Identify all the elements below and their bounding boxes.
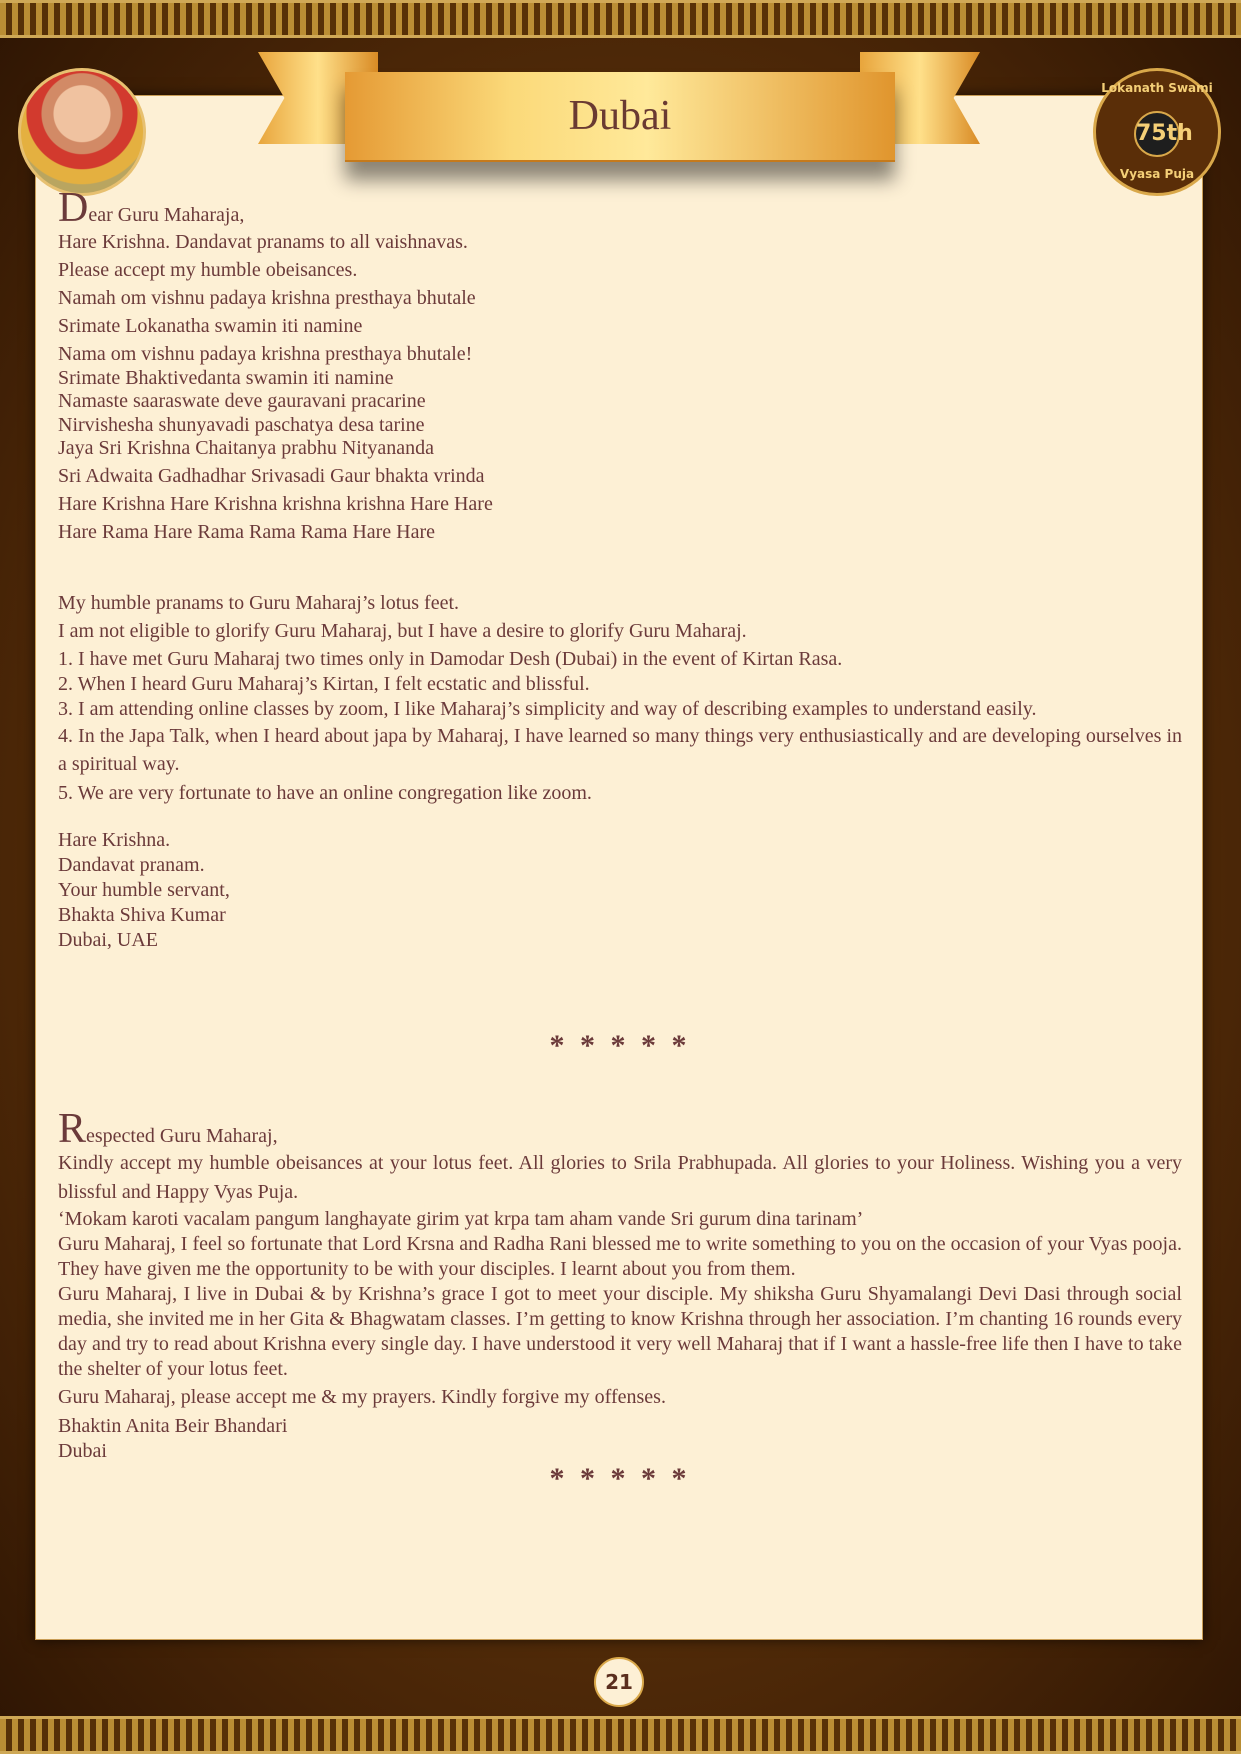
prayer-line: Please accept my humble obeisances. — [58, 259, 358, 281]
prayer-line: Nama om vishnu padaya krishna presthaya bhutale! — [58, 343, 473, 365]
vyasa-puja-logo — [1093, 68, 1221, 196]
bottom-decorative-border — [0, 1716, 1241, 1754]
top-decorative-border — [0, 0, 1241, 38]
letter2-body — [58, 1149, 1182, 1410]
letter2-salutation — [58, 1106, 1182, 1152]
page-content — [58, 185, 1182, 1495]
salutation-text: ear Guru Maharaja, — [88, 204, 245, 226]
prayer-line: Hare Rama Hare Rama Rama Rama Hare Hare — [58, 521, 436, 543]
drop-cap: R — [58, 1106, 87, 1152]
body-paragraph: 2. When I heard Guru Maharaj’s Kirtan, I felt ecstatic and blissful. — [58, 673, 590, 695]
prayer-line: Sri Adwaita Gadhadhar Srivasadi Gaur bhakta vrinda — [58, 465, 485, 487]
logo-number: 75th — [1134, 111, 1180, 157]
prayer-line: Namaste saaraswate deve gauravani pracarine — [58, 390, 426, 412]
body-paragraph: 4. In the Japa Talk, when I heard about japa by Maharaj, I have learned so many things very enthusiastically and are developing ourselves in a spiritual way. — [58, 725, 1182, 775]
page-number: 21 — [594, 1657, 644, 1707]
logo-top-text: Lokanath Swami — [1101, 81, 1213, 95]
closing-line: Dubai, UAE — [58, 929, 158, 951]
body-paragraph: 3. I am attending online classes by zoom, I like Maharaj’s simplicity and way of describing examples to understand easily. — [58, 698, 1037, 720]
closing-line: Your humble servant, — [58, 879, 230, 901]
closing-line: Dubai — [58, 1440, 107, 1462]
closing-line: Bhaktin Anita Beir Bhandari — [58, 1415, 288, 1437]
section-separator: * * * * * — [549, 1462, 691, 1495]
letter1-prayers — [58, 230, 1182, 545]
section-separator: * * * * * — [549, 1029, 691, 1062]
page-title: Dubai — [568, 93, 672, 139]
prayer-line: Nirvishesha shunyavadi paschatya desa tarine — [58, 414, 425, 436]
letter1-salutation — [58, 185, 1182, 231]
body-paragraph: 1. I have met Guru Maharaj two times only in Damodar Desh (Dubai) in the event of Kirtan Rasa. — [58, 648, 843, 670]
body-paragraph: 5. We are very fortunate to have an online congregation like zoom. — [58, 782, 592, 804]
prayer-line: Srimate Lokanatha swamin iti namine — [58, 315, 363, 337]
title-ribbon — [345, 72, 895, 162]
body-paragraph: Kindly accept my humble obeisances at your lotus feet. All glories to Srila Prabhupada. All glories to your Holiness. Wishing you a very blissful and Happy Vyas Puja. — [58, 1152, 1182, 1203]
logo-bottom-text: Vyasa Puja — [1119, 167, 1195, 181]
letter2-closing — [58, 1414, 1182, 1464]
body-paragraph: ‘Mokam karoti vacalam pangum langhayate girim yat krpa tam aham vande Sri gurum dina tarinam’ — [58, 1208, 864, 1230]
body-paragraph: My humble pranams to Guru Maharaj’s lotus feet. — [58, 592, 460, 614]
prayer-line: Hare Krishna. Dandavat pranams to all vaishnavas. — [58, 231, 468, 253]
body-paragraph: I am not eligible to glorify Guru Maharaj, but I have a desire to glorify Guru Maharaj. — [58, 620, 747, 642]
salutation-text: espected Guru Maharaj, — [86, 1125, 278, 1147]
prayer-line: Namah om vishnu padaya krishna presthaya bhutale — [58, 287, 476, 309]
guru-photo — [18, 68, 146, 196]
letter1-body — [58, 591, 1182, 806]
prayer-line: Hare Krishna Hare Krishna krishna krishna Hare Hare — [58, 493, 493, 515]
prayer-line: Jaya Sri Krishna Chaitanya prabhu Nityananda — [58, 437, 435, 459]
closing-line: Bhakta Shiva Kumar — [58, 904, 226, 926]
drop-cap: D — [58, 185, 89, 231]
letter1-closing — [58, 828, 1182, 953]
body-paragraph: Guru Maharaj, I live in Dubai & by Krishna’s grace I got to meet your disciple. My shiksha Guru Shyamalangi Devi Dasi through social media, she invited me in her Gita & Bhagwatam classes. I’m getting to know Krishna through her association. I’m chanting 16 rounds every day and try to read about Krishna every single day. I have understood it very well Maharaj that if I want a hassle-free life then I have to take the shelter of your lotus feet. — [58, 1283, 1182, 1380]
closing-line: Hare Krishna. — [58, 829, 171, 851]
closing-line: Dandavat pranam. — [58, 854, 205, 876]
body-paragraph: Guru Maharaj, I feel so fortunate that Lord Krsna and Radha Rani blessed me to write something to you on the occasion of your Vyas pooja. They have given me the opportunity to be with your disciples. I learnt about you from them. — [58, 1233, 1182, 1280]
body-paragraph: Guru Maharaj, please accept me & my prayers. Kindly forgive my offenses. — [58, 1386, 666, 1408]
prayer-line: Srimate Bhaktivedanta swamin iti namine — [58, 367, 394, 389]
